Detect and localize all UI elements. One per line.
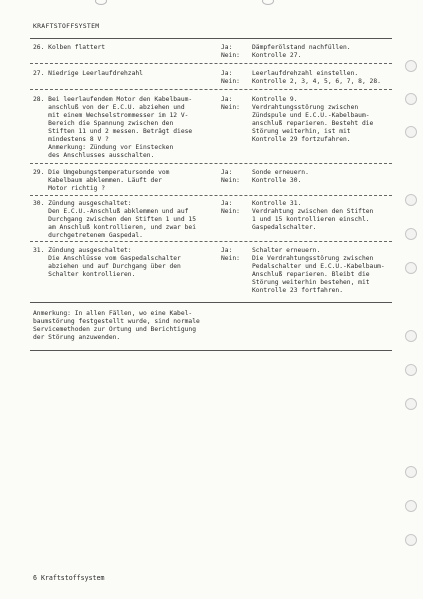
answer-nein-text: Kontrolle 27. bbox=[252, 52, 302, 59]
answer-label-ja: Ja: bbox=[221, 70, 233, 77]
punch-mark bbox=[262, 0, 274, 5]
question-31-line: Schalter kontrollieren. bbox=[33, 271, 136, 278]
answer-nein-text: Pedalschalter und E.C.U.-Kabelbaum- bbox=[252, 263, 385, 270]
question-30-line: Den E.C.U.-Anschluß abklemmen und auf bbox=[33, 208, 189, 215]
answer-ja-text: Leerlaufdrehzahl einstellen. bbox=[252, 70, 359, 77]
general-note: der Störung anzuwenden. bbox=[33, 334, 121, 341]
question-28-line: Stiften 11 und 2 messen. Beträgt diese bbox=[33, 128, 193, 135]
answer-nein-text: Verdrahtungsstörung zwischen bbox=[252, 104, 359, 111]
question-27: 27. Niedrige Leerlaufdrehzahl bbox=[33, 70, 143, 77]
answer-label-nein: Nein: bbox=[221, 177, 240, 184]
answer-label-ja: Ja: bbox=[221, 200, 233, 207]
question-28-line: 28. Bei leerlaufendem Motor den Kabelbaum- bbox=[33, 96, 193, 103]
question-30-line: durchgetretenem Gaspedal. bbox=[33, 232, 143, 239]
answer-ja-text: Sonde erneuern. bbox=[252, 169, 309, 176]
question-31-line: abziehen und auf Durchgang über den bbox=[33, 263, 181, 270]
answer-nein-text: Gaspedalschalter. bbox=[252, 224, 317, 231]
row-divider bbox=[30, 63, 392, 64]
answer-nein-text: 1 und 15 kontrollieren einschl. bbox=[252, 216, 370, 223]
answer-label-ja: Ja: bbox=[221, 96, 233, 103]
question-28-note: des Anschlusses ausschalten. bbox=[33, 152, 155, 159]
binder-hole bbox=[405, 228, 417, 240]
question-30-line: Durchgang zwischen den Stiften 1 und 15 bbox=[33, 216, 197, 223]
answer-nein-text: Kontrolle 30. bbox=[252, 177, 302, 184]
question-28-line: anschluß von der E.C.U. abziehen und bbox=[33, 104, 185, 111]
question-28-line: mindestens 8 V ? bbox=[33, 136, 109, 143]
question-29-line: 29. Die Umgebungstemperatursonde vom bbox=[33, 169, 170, 176]
answer-nein-text: Verdrahtung zwischen den Stiften bbox=[252, 208, 374, 215]
answer-ja-text: Kontrolle 9. bbox=[252, 96, 298, 103]
binder-hole bbox=[405, 398, 417, 410]
question-31-line: Die Anschlüsse vom Gaspedalschalter bbox=[33, 255, 181, 262]
divider bbox=[30, 38, 392, 39]
binder-hole bbox=[405, 262, 417, 274]
page-footer: 6 Kraftstoffsystem bbox=[33, 574, 105, 582]
question-28-line: Bereich die Spannung zwischen den bbox=[33, 120, 174, 127]
question-31-line: 31. Zündung ausgeschaltet: bbox=[33, 247, 132, 254]
answer-label-ja: Ja: bbox=[221, 247, 233, 254]
question-29-line: Kabelbaum abklemmen. Läuft der bbox=[33, 177, 162, 184]
divider bbox=[30, 350, 392, 351]
section-title: KRAFTSTOFFSYSTEM bbox=[33, 22, 100, 30]
answer-label-nein: Nein: bbox=[221, 255, 240, 262]
general-note: baumstörung festgestellt wurde, sind normale bbox=[33, 318, 200, 325]
question-26: 26. Kolben flattert bbox=[33, 44, 106, 51]
answer-ja-text: Schalter erneuern. bbox=[252, 247, 321, 254]
question-30-line: am Anschluß kontrollieren, und zwar bei bbox=[33, 224, 197, 231]
general-note: Anmerkung: In allen Fällen, wo eine Kabel- bbox=[33, 310, 193, 317]
general-note: Servicemethoden zur Ortung und Berichtigung bbox=[33, 326, 197, 333]
answer-label-nein: Nein: bbox=[221, 52, 240, 59]
row-divider bbox=[30, 89, 392, 90]
binder-hole bbox=[405, 126, 417, 138]
row-divider bbox=[30, 195, 392, 196]
answer-nein-text: Störung weiterhin, ist mit bbox=[252, 128, 351, 135]
answer-nein-text: Störung weiterhin bestehen, mit bbox=[252, 279, 370, 286]
answer-label-nein: Nein: bbox=[221, 208, 240, 215]
binder-hole bbox=[405, 466, 417, 478]
answer-nein-text: Zündspule und E.C.U.-Kabelbaum- bbox=[252, 112, 370, 119]
answer-nein-text: Kontrolle 29 fortzufahren. bbox=[252, 136, 351, 143]
answer-nein-text: anschluß reparieren. Besteht die bbox=[252, 120, 374, 127]
binder-hole bbox=[405, 500, 417, 512]
question-28-line: mit einem Wechselstrommesser im 12 V- bbox=[33, 112, 189, 119]
answer-nein-text: Kontrolle 2, 3, 4, 5, 6, 7, 8, 28. bbox=[252, 78, 381, 85]
binder-hole bbox=[405, 330, 417, 342]
answer-ja-text: Kontrolle 31. bbox=[252, 200, 302, 207]
answer-nein-text: Die Verdrahtungsstörung zwischen bbox=[252, 255, 374, 262]
binder-hole bbox=[405, 194, 417, 206]
question-29-line: Motor richtig ? bbox=[33, 185, 106, 192]
binder-hole bbox=[405, 93, 417, 105]
question-28-note: Anmerkung: Zündung vor Einstecken bbox=[33, 144, 174, 151]
answer-ja-text: Dämpferölstand nachfüllen. bbox=[252, 44, 351, 51]
row-divider bbox=[30, 241, 392, 242]
punch-mark bbox=[95, 0, 107, 5]
answer-nein-text: Anschluß reparieren. Bleibt die bbox=[252, 271, 370, 278]
answer-label-nein: Nein: bbox=[221, 104, 240, 111]
row-divider bbox=[30, 163, 392, 164]
binder-hole bbox=[405, 60, 417, 72]
answer-nein-text: Kontrolle 23 fortfahren. bbox=[252, 287, 343, 294]
answer-label-ja: Ja: bbox=[221, 44, 233, 51]
question-30-line: 30. Zündung ausgeschaltet: bbox=[33, 200, 132, 207]
binder-hole bbox=[405, 364, 417, 376]
divider bbox=[30, 302, 392, 303]
binder-hole bbox=[405, 534, 417, 546]
answer-label-ja: Ja: bbox=[221, 169, 233, 176]
answer-label-nein: Nein: bbox=[221, 78, 240, 85]
